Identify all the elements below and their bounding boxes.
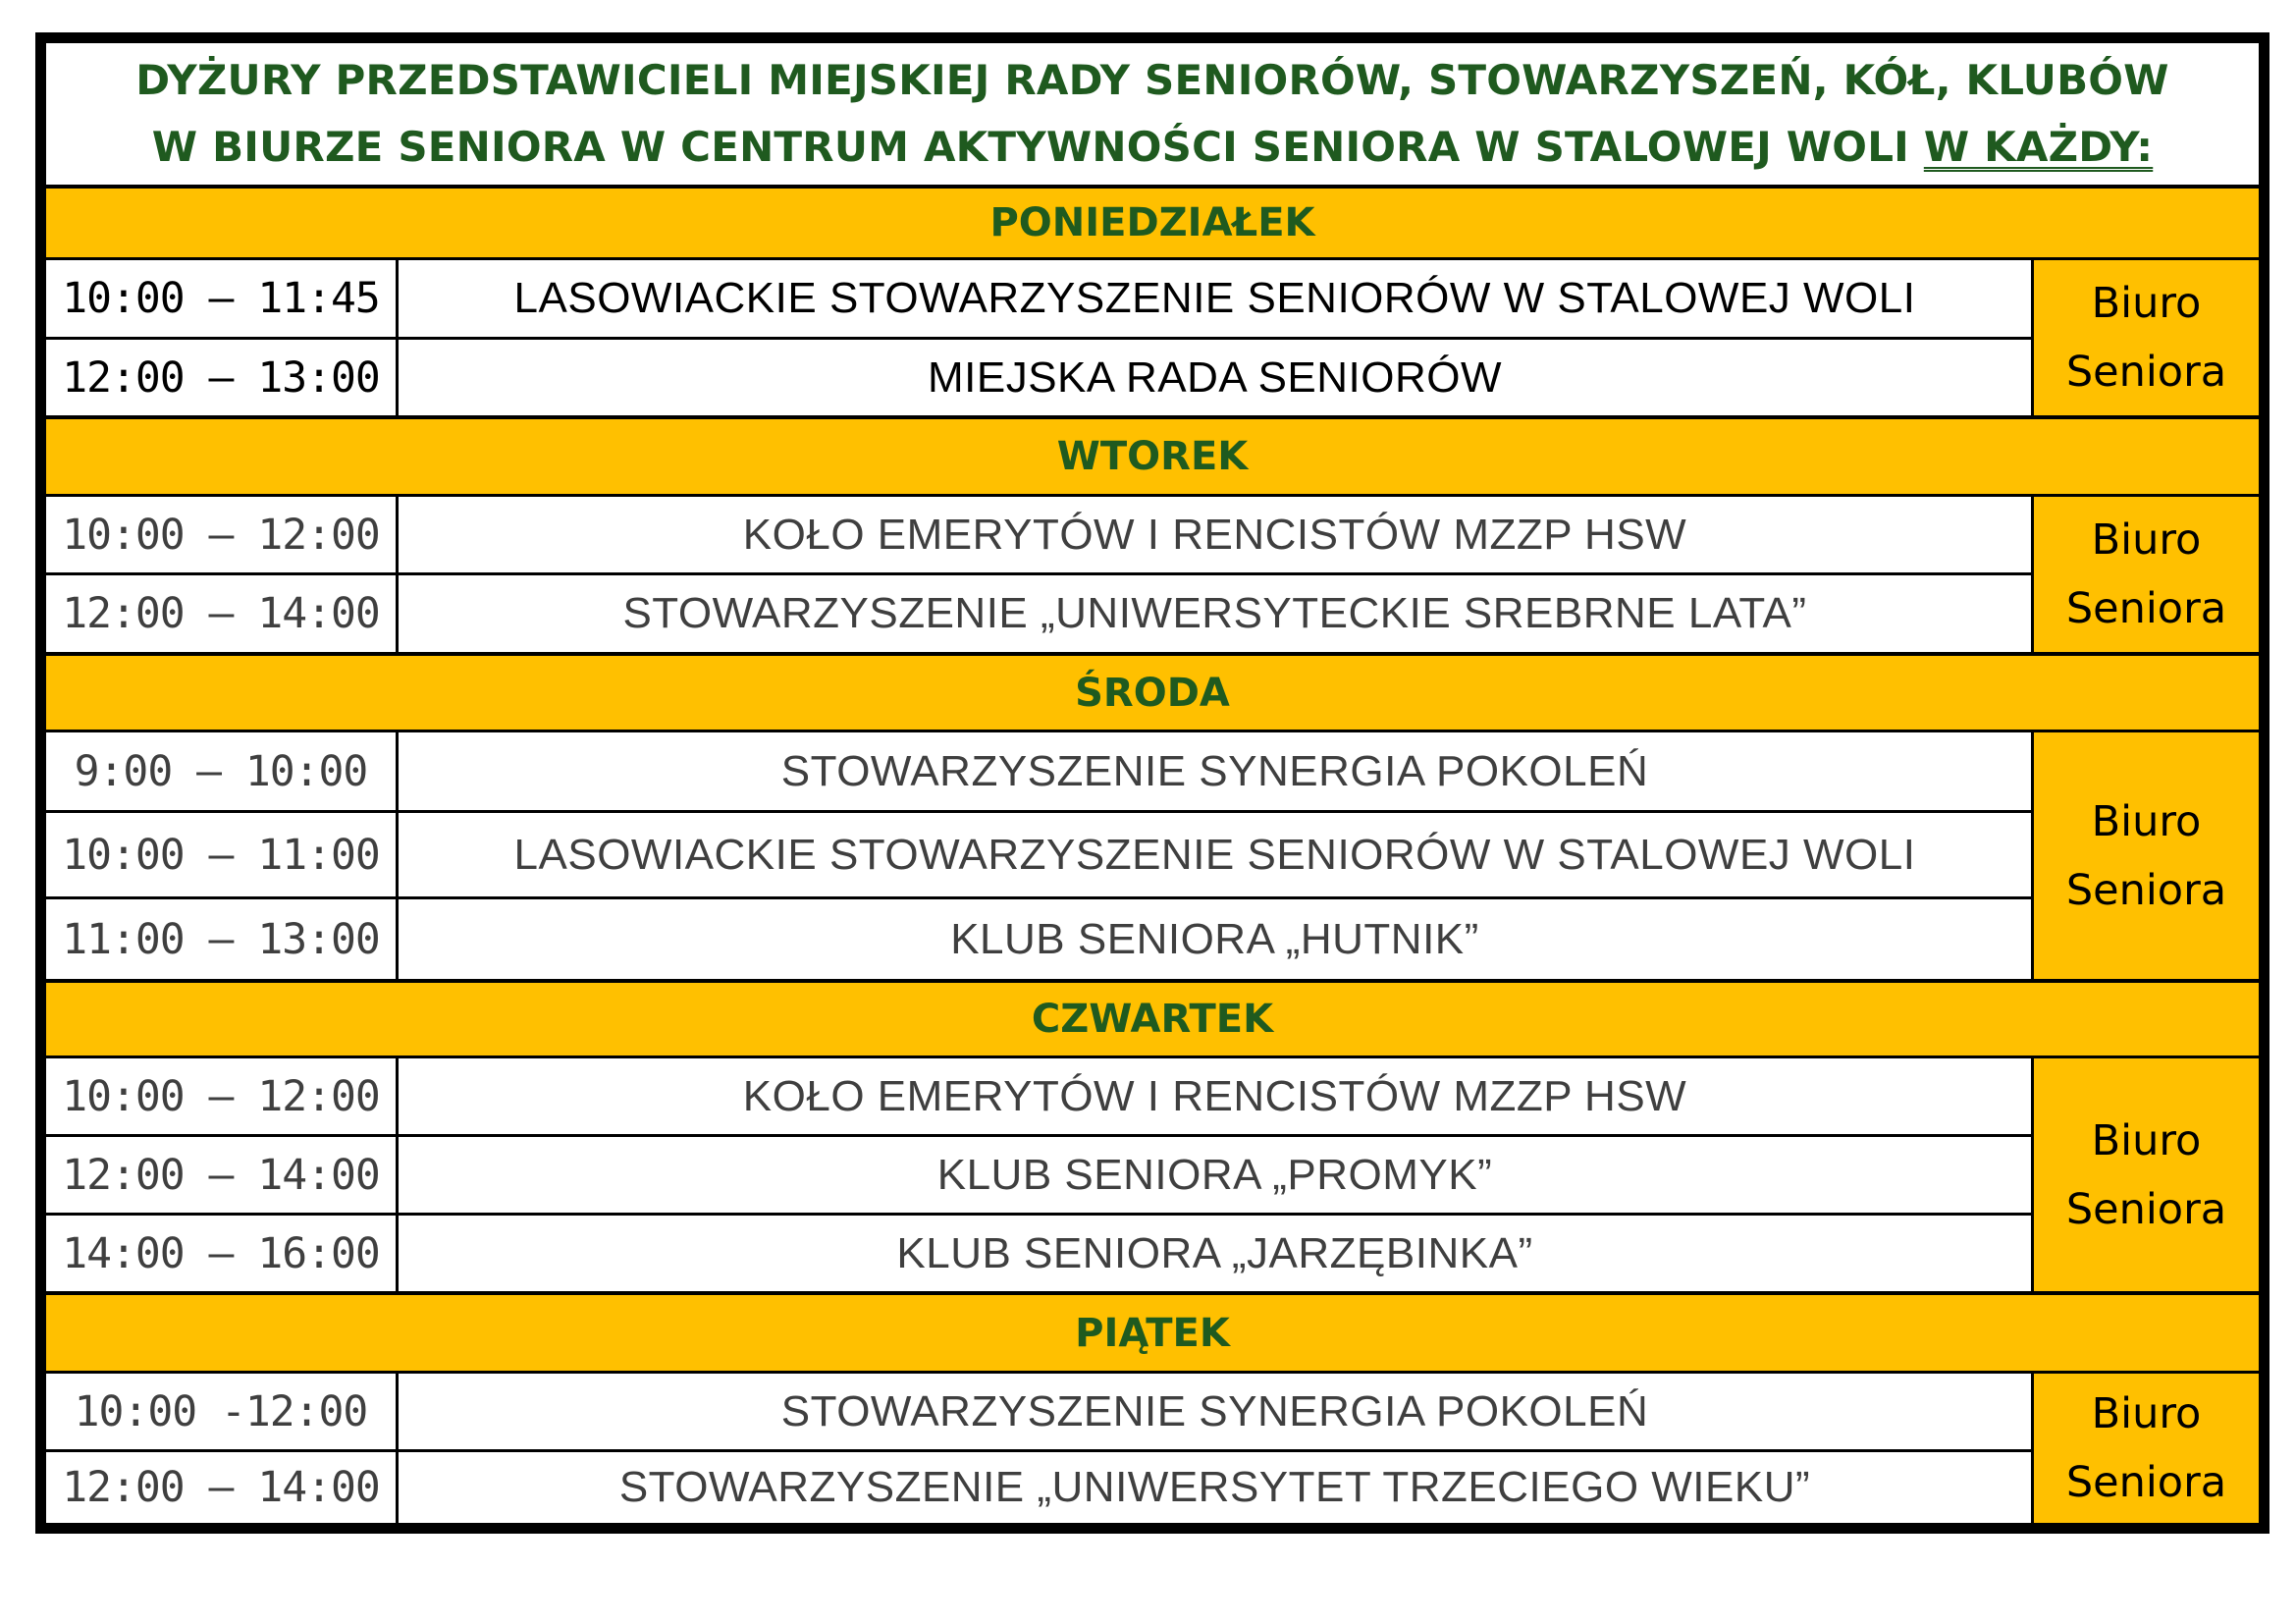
organization-cell: STOWARZYSZENIE SYNERGIA POKOLEŃ	[399, 1371, 2031, 1449]
location-cell	[2031, 1371, 2259, 1523]
organization-cell: STOWARZYSZENIE „UNIWERSYTECKIE SREBRNE LATA”	[399, 572, 2031, 652]
time-cell: 9:00 – 10:00	[46, 730, 399, 810]
location-line-1: Biuro	[2091, 1389, 2202, 1438]
organization-cell: STOWARZYSZENIE SYNERGIA POKOLEŃ	[399, 730, 2031, 810]
time-cell: 12:00 – 14:00	[46, 1449, 399, 1523]
location-line-2: Seniora	[2065, 584, 2227, 633]
day-header-friday: PIĄTEK	[46, 1291, 2259, 1371]
title-line-2	[152, 114, 2154, 181]
time-cell: 12:00 – 14:00	[46, 1134, 399, 1213]
time-cell: 10:00 – 12:00	[46, 494, 399, 572]
time-cell: 11:00 – 13:00	[46, 896, 399, 979]
organization-cell: KLUB SENIORA „HUTNIK”	[399, 896, 2031, 979]
day-header-thursday: CZWARTEK	[46, 979, 2259, 1056]
organization-cell: KLUB SENIORA „JARZĘBINKA”	[399, 1213, 2031, 1291]
location-line-1: Biuro	[2091, 515, 2202, 565]
organization-cell: STOWARZYSZENIE „UNIWERSYTET TRZECIEGO WIEKU”	[399, 1449, 2031, 1523]
day-header-monday: PONIEDZIAŁEK	[46, 185, 2259, 257]
title-line-2-text: W BIURZE SENIORA W CENTRUM AKTYWNOŚCI SENIORA W STALOWEJ WOLI	[151, 123, 1924, 171]
organization-cell: KLUB SENIORA „PROMYK”	[399, 1134, 2031, 1213]
organization-cell: KOŁO EMERYTÓW I RENCISTÓW MZZP HSW	[399, 1056, 2031, 1134]
location-cell	[2031, 1056, 2259, 1291]
location-line-2: Seniora	[2065, 1458, 2227, 1507]
page-title	[46, 43, 2259, 185]
location-line-1: Biuro	[2091, 1115, 2202, 1165]
location-line-1: Biuro	[2091, 796, 2202, 846]
time-cell: 12:00 – 14:00	[46, 572, 399, 652]
title-line-1: DYŻURY PRZEDSTAWICIELI MIEJSKIEJ RADY SENIORÓW, STOWARZYSZEŃ, KÓŁ, KLUBÓW	[135, 56, 2169, 104]
organization-cell: LASOWIACKIE STOWARZYSZENIE SENIORÓW W STALOWEJ WOLI	[399, 810, 2031, 896]
time-cell: 14:00 – 16:00	[46, 1213, 399, 1291]
location-line-2: Seniora	[2065, 348, 2227, 397]
organization-cell: KOŁO EMERYTÓW I RENCISTÓW MZZP HSW	[399, 494, 2031, 572]
title-emphasis: W KAŻDY:	[1923, 123, 2154, 171]
time-cell: 10:00 – 12:00	[46, 1056, 399, 1134]
organization-cell: LASOWIACKIE STOWARZYSZENIE SENIORÓW W STALOWEJ WOLI	[399, 257, 2031, 337]
organization-cell: MIEJSKA RADA SENIORÓW	[399, 337, 2031, 415]
location-cell	[2031, 494, 2259, 652]
location-cell	[2031, 730, 2259, 979]
time-cell: 10:00 – 11:45	[46, 257, 399, 337]
day-header-wednesday: ŚRODA	[46, 652, 2259, 730]
time-cell: 10:00 – 11:00	[46, 810, 399, 896]
location-line-1: Biuro	[2091, 279, 2202, 328]
time-cell: 12:00 – 13:00	[46, 337, 399, 415]
time-cell: 10:00 -12:00	[46, 1371, 399, 1449]
location-cell	[2031, 257, 2259, 415]
day-header-tuesday: WTOREK	[46, 415, 2259, 494]
location-line-2: Seniora	[2065, 1184, 2227, 1234]
location-line-2: Seniora	[2065, 865, 2227, 915]
